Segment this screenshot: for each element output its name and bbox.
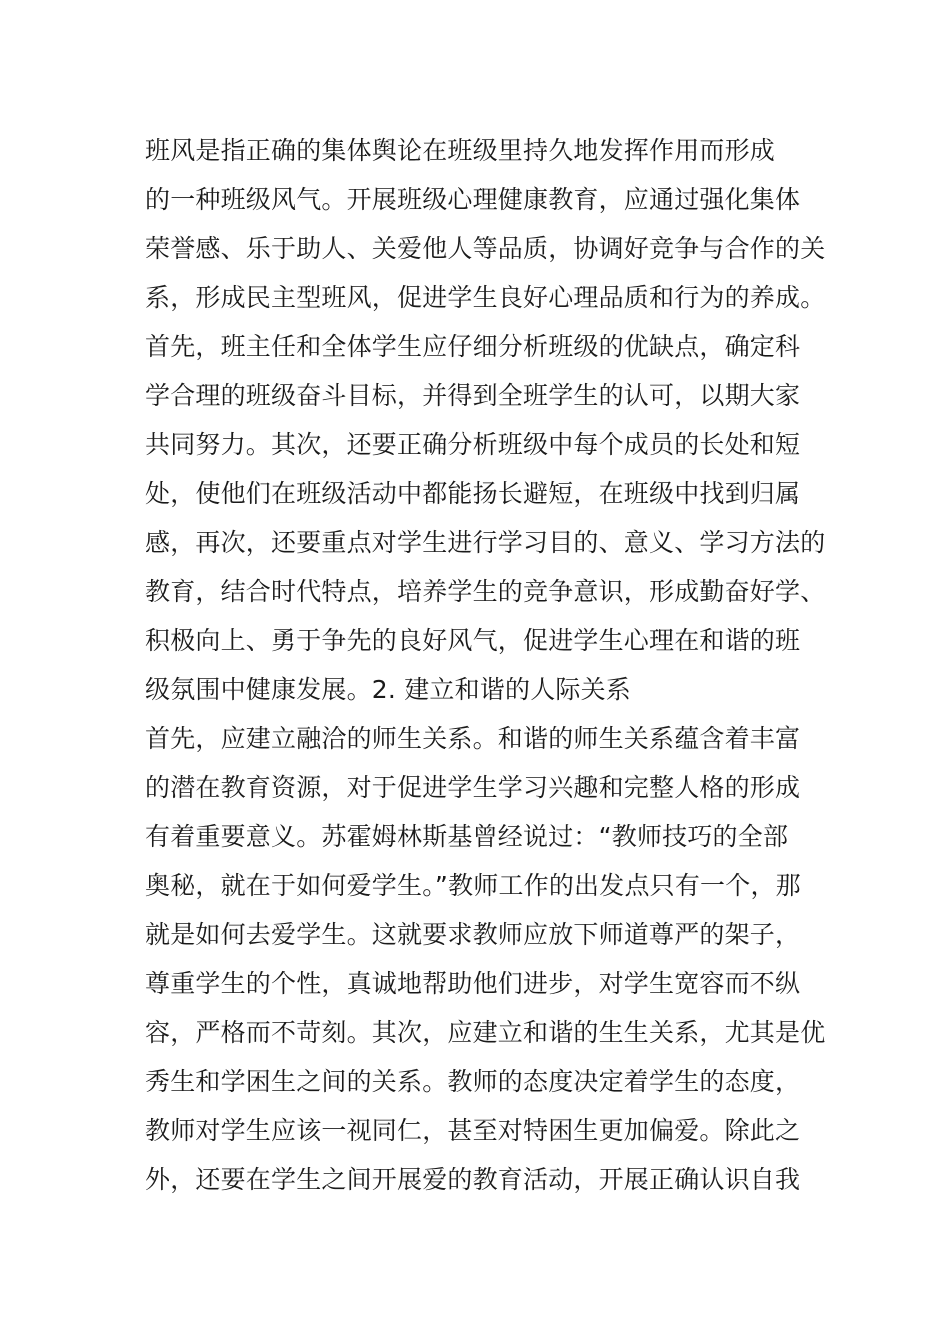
text-line: 班风是指正确的集体舆论在班级里持久地发挥作用而形成 [145,136,776,165]
text-line: 共同努力。其次，还要正确分析班级中每个成员的长处和短 [145,430,801,459]
text-line: 秀生和学困生之间的关系。教师的态度决定着学生的态度， [145,1067,801,1096]
section-heading-line: 级氛围中健康发展。2. 建立和谐的人际关系 [145,675,632,704]
text-line: 学合理的班级奋斗目标，并得到全班学生的认可，以期大家 [145,381,801,410]
text-line: 首先，应建立融洽的师生关系。和谐的师生关系蕴含着丰富 [145,724,801,753]
text-line: 教育，结合时代特点，培养学生的竞争意识，形成勤奋好学、 [145,577,826,606]
text-line: 处，使他们在班级活动中都能扬长避短，在班级中找到归属 [145,479,801,508]
text-line: 就是如何去爱学生。这就要求教师应放下师道尊严的架子， [145,920,801,949]
text-line: 有着重要意义。苏霍姆林斯基曾经说过：“教师技巧的全部 [145,822,789,851]
text-line: 尊重学生的个性，真诚地帮助他们进步，对学生宽容而不纵 [145,969,801,998]
text-line: 奥秘，就在于如何爱学生。”教师工作的出发点只有一个，那 [145,871,801,900]
text-line: 的潜在教育资源，对于促进学生学习兴趣和完整人格的形成 [145,773,801,802]
text-line: 荣誉感、乐于助人、关爱他人等品质，协调好竞争与合作的关 [145,234,826,263]
text-line: 教师对学生应该一视同仁，甚至对特困生更加偏爱。除此之 [145,1116,801,1145]
text-line: 系，形成民主型班风，促进学生良好心理品质和行为的养成。 [145,283,826,312]
text-line: 的一种班级风气。开展班级心理健康教育，应通过强化集体 [145,185,801,214]
text-line: 感，再次，还要重点对学生进行学习目的、意义、学习方法的 [145,528,826,557]
text-line: 外，还要在学生之间开展爱的教育活动，开展正确认识自我 [145,1165,801,1194]
body-text [145,126,826,1204]
text-line: 积极向上、勇于争先的良好风气，促进学生心理在和谐的班 [145,626,801,655]
text-line: 容，严格而不苛刻。其次，应建立和谐的生生关系，尤其是优 [145,1018,826,1047]
text-line: 首先，班主任和全体学生应仔细分析班级的优缺点，确定科 [145,332,801,361]
